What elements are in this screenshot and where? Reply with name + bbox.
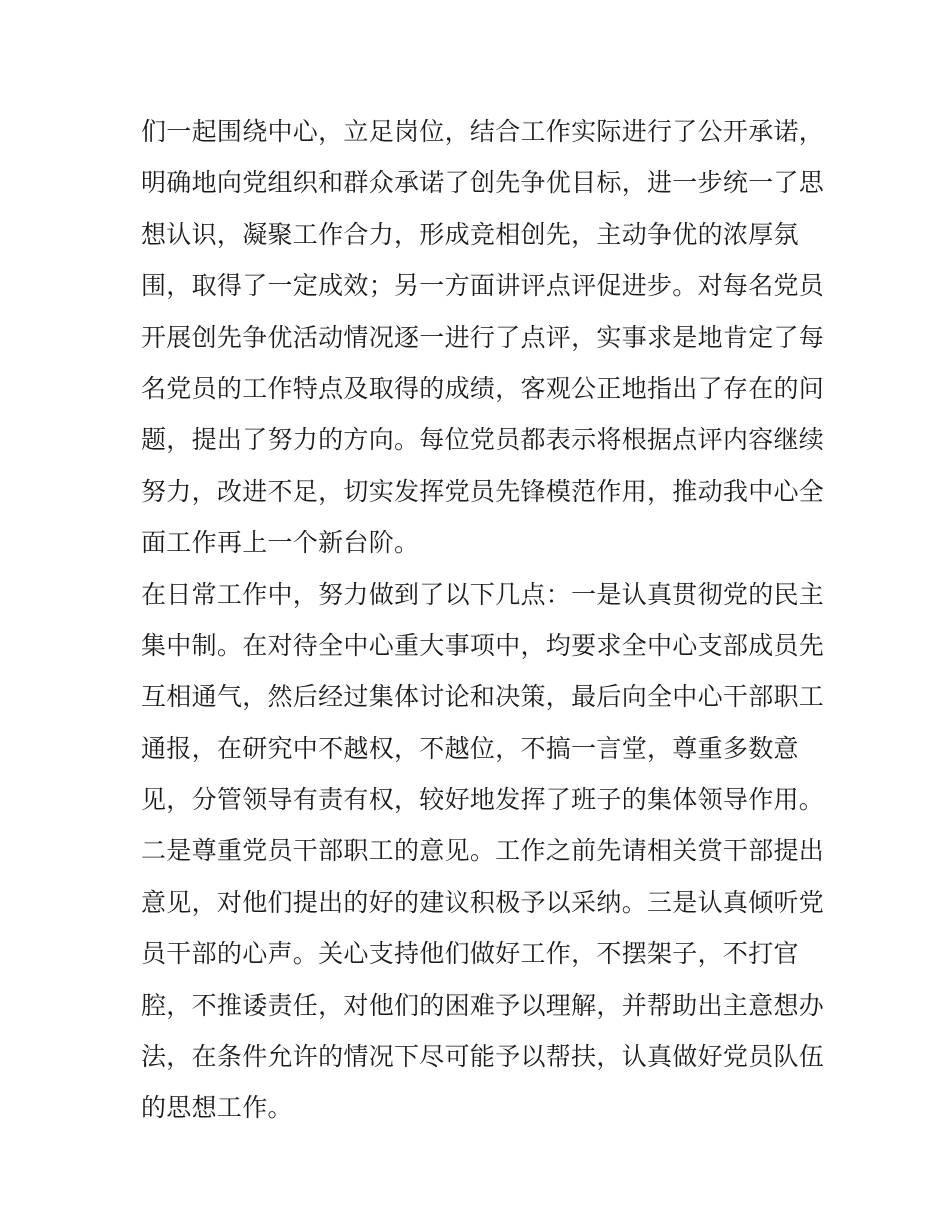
text-line-1: 们一起围绕中心，立足岗位，结合工作实际进行了公开承诺， — [141, 117, 825, 146]
text-line-9: 面工作再上一个新台阶。 — [141, 528, 420, 558]
text-line-20: 的思想工作。 — [141, 1093, 293, 1123]
text-line-18: 腔，不推诿责任，对他们的困难予以理解，并帮助出主意想办 — [141, 990, 825, 1020]
text-line-8: 努力，改进不足，切实发挥党员先锋模范作用，推动我中心全 — [141, 476, 825, 506]
text-line-4: 围，取得了一定成效；另一方面讲评点评促进步。对每名党员 — [141, 271, 825, 301]
text-line-10: 在日常工作中，努力做到了以下几点：一是认真贯彻党的民主 — [141, 579, 825, 609]
text-line-2: 明确地向党组织和群众承诺了创先争优目标，进一步统一了思 — [141, 168, 825, 198]
text-line-16: 意见，对他们提出的好的建议积极予以采纳。三是认真倾听党 — [141, 887, 825, 917]
text-line-7: 题，提出了努力的方向。每位党员都表示将根据点评内容继续 — [141, 425, 825, 455]
text-line-11: 集中制。在对待全中心重大事项中，均要求全中心支部成员先 — [141, 630, 825, 660]
text-line-14: 见，分管领导有责有权，较好地发挥了班子的集体领导作用。 — [141, 785, 825, 815]
text-line-5: 开展创先争优活动情况逐一进行了点评，实事求是地肯定了每 — [141, 322, 825, 352]
text-line-13: 通报，在研究中不越权，不越位，不搞一言堂，尊重多数意 — [141, 733, 799, 763]
text-line-6: 名党员的工作特点及取得的成绩，客观公正地指出了存在的问 — [141, 373, 825, 403]
text-line-3: 想认识，凝聚工作合力，形成竞相创先，主动争优的浓厚氛 — [141, 219, 799, 249]
body-text — [141, 106, 825, 1134]
text-line-19: 法，在条件允许的情况下尽可能予以帮扶，认真做好党员队伍 — [141, 1042, 825, 1072]
text-line-17: 员干部的心声。关心支持他们做好工作，不摆架子，不打官 — [141, 939, 799, 969]
text-line-12: 互相通气，然后经过集体讨论和决策，最后向全中心干部职工 — [141, 682, 825, 712]
text-line-15: 二是尊重党员干部职工的意见。工作之前先请相关赏干部提出 — [141, 836, 825, 866]
